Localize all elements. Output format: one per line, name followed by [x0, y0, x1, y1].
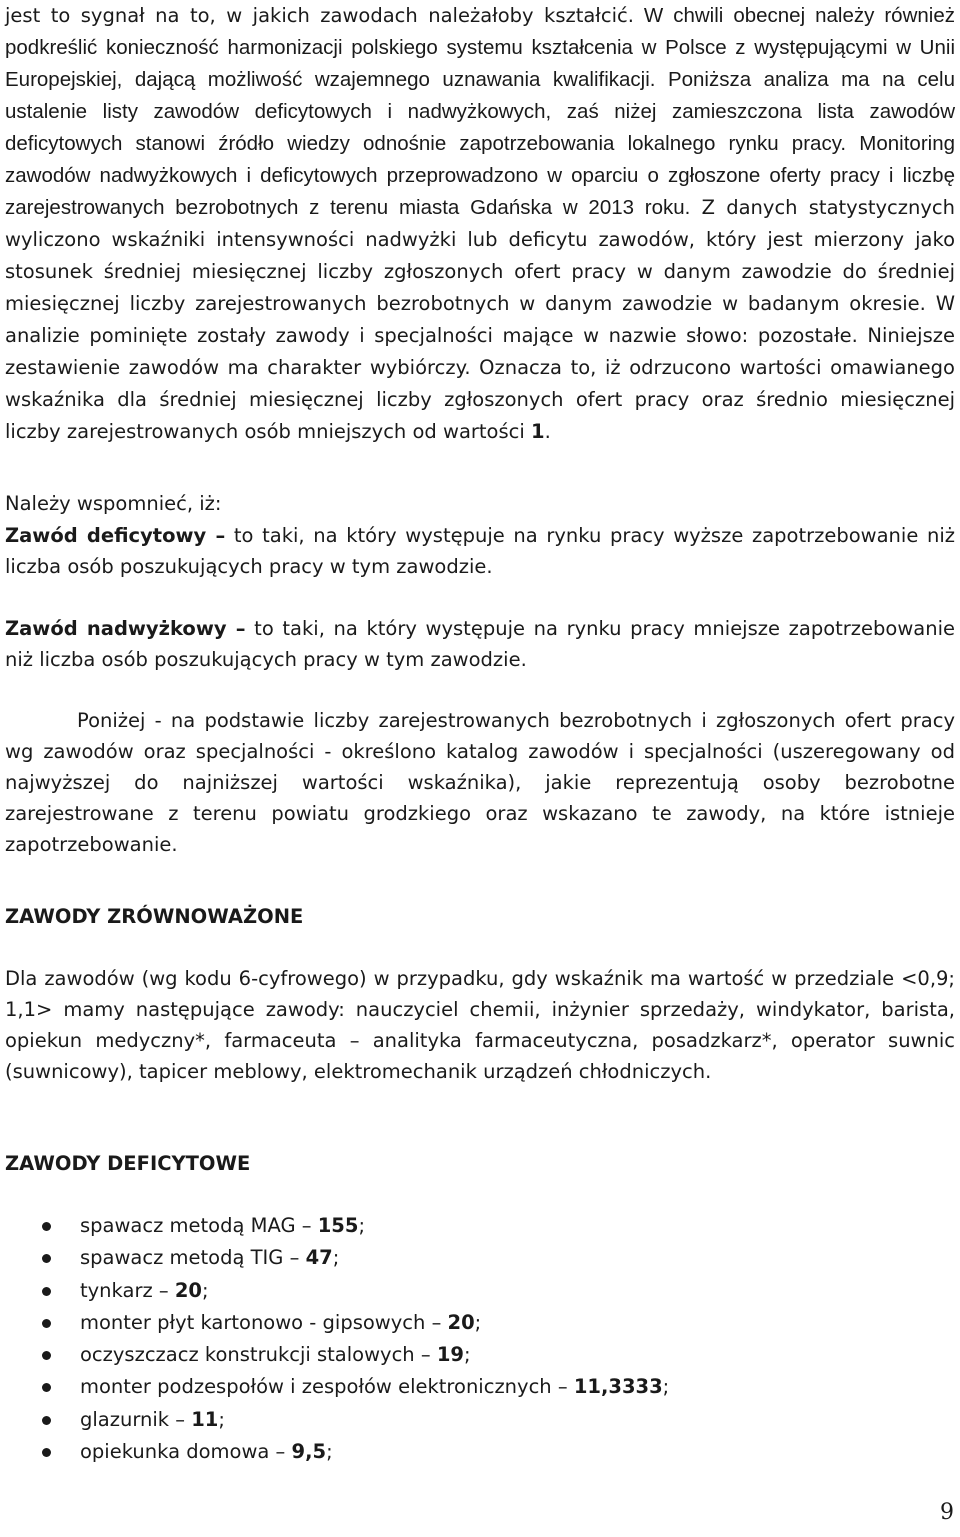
intro-text-a: W chwili obecnej należy również podkreślić konieczność harmonizacji polskiego systemu kształcenia w Polsce z występującymi w Unii Europejskiej, dającą możliwość wzajemnego uznawania kwalifikacji. Poniższa analiza ma na celu ustalenie listy zawodów deficytowych i nadwyżkowych, zaś niżej zamieszczona lista zawodów deficytowych stanowi źródło wiedzy odnośnie zapotrzebowania lokalnego rynku pracy. Monitoring zawodów nadwyżkowych i deficytowych przeprowadzono w oparciu o zgłoszone oferty pracy i liczbę zarejestrowanych bezrobotnych z terenu miasta Gdańska w 2013 roku.	[5, 4, 955, 219]
surplus-term: Zawód nadwyżkowy –	[5, 617, 246, 640]
intro-value-one: 1	[531, 420, 545, 443]
list-item: opiekunka domowa – 9,5;	[5, 1436, 955, 1468]
deficit-list	[5, 1210, 955, 1468]
intro-period: .	[544, 420, 551, 443]
surplus-definition	[5, 613, 955, 675]
surplus-definition-text: to taki, na który występuje na rynku pracy mniejsze zapotrzebowanie niż liczba osób poszukujących pracy w tym zawodzie.	[5, 617, 956, 671]
balanced-paragraph: Dla zawodów (wg kodu 6-cyfrowego) w przypadku, gdy wskaźnik ma wartość w przedziale <0,9; 1,1> mamy następujące zawody: nauczyciel chemii, inżynier sprzedaży, windykator, barista, opiekun medyczny*, farmaceuta – analityka farmaceutyczna, posadzkarz*, operator suwnic (suwnicowy), tapicer meblowy, elektromechanik urządzeń chłodniczych.	[5, 967, 955, 1083]
deficit-definition-text: to taki, na który występuje na rynku pracy wyższe zapotrzebowanie niż liczba osób poszukujących pracy w tym zawodzie.	[5, 524, 955, 578]
list-item: tynkarz – 20;	[5, 1275, 955, 1307]
catalog-paragraph: Poniżej - na podstawie liczby zarejestrowanych bezrobotnych i zgłoszonych ofert pracy wg zawodów oraz specjalności - określono katalog zawodów i specjalności (uszeregowany od najwyższej do najniższej wartości wskaźnika), jakie reprezentują osoby bezrobotne zarejestrowane z terenu powiatu grodzkiego oraz wskazano te zawody, na które istnieje zapotrzebowanie.	[5, 709, 955, 856]
deficit-definition	[5, 520, 955, 582]
list-item: spawacz metodą TIG – 47;	[5, 1242, 955, 1274]
list-item: monter płyt kartonowo - gipsowych – 20;	[5, 1307, 955, 1339]
list-item: glazurnik – 11;	[5, 1404, 955, 1436]
intro-paragraph	[5, 0, 955, 448]
page-number: 9	[940, 1500, 954, 1525]
deficit-term: Zawód deficytowy –	[5, 524, 226, 547]
list-item: spawacz metodą MAG – 155;	[5, 1210, 955, 1242]
deficit-heading: ZAWODY DEFICYTOWE	[5, 1152, 251, 1175]
balanced-heading: ZAWODY ZRÓWNOWAŻONE	[5, 905, 304, 928]
intro-first-sentence: jest to sygnał na to, w jakich zawodach należałoby kształcić.	[5, 4, 634, 27]
list-item: oczyszczacz konstrukcji stalowych – 19;	[5, 1339, 955, 1371]
list-item: monter podzespołów i zespołów elektronicznych – 11,3333;	[5, 1371, 955, 1403]
mention-line: Należy wspomnieć, iż:	[5, 492, 222, 515]
intro-text-b: Z danych statystycznych wyliczono wskaźniki intensywności nadwyżki lub deficytu zawodów, który jest mierzony jako stosunek średniej miesięcznej liczby zgłoszonych ofert pracy w danym zawodzie do średniej miesięcznej liczby zarejestrowanych bezrobotnych w danym zawodzie w badanym okresie. W analizie pominięte zostały zawody i specjalności mające w nazwie słowo: pozostałe. Niniejsze zestawienie zawodów ma charakter wybiórczy. Oznacza to, iż odrzucono wartości omawianego wskaźnika dla średniej miesięcznej liczby zgłoszonych ofert pracy oraz średnio miesięcznej liczby zarejestrowanych osób mniejszych od wartości	[5, 196, 955, 443]
